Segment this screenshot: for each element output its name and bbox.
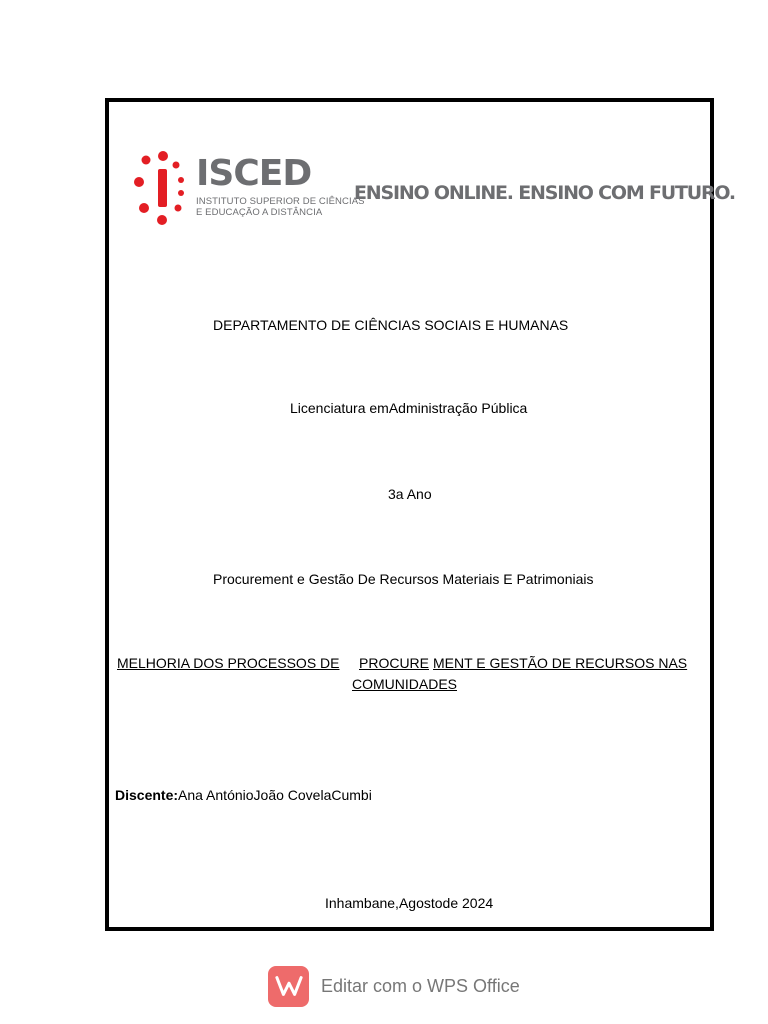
wps-edit-button[interactable] xyxy=(268,965,520,1007)
isced-logo xyxy=(130,148,735,228)
student-label: Discente: xyxy=(115,787,179,803)
subject-name: Procurement e Gestão De Recursos Materiais E Patrimoniais xyxy=(213,571,594,587)
work-title-part4: COMUNIDADES xyxy=(352,676,458,692)
course-name: Licenciatura emAdministração Pública xyxy=(290,400,528,416)
logo-subtitle-line2: E EDUCAÇÃO A DISTÂNCIA xyxy=(196,207,323,218)
logo-subtitle xyxy=(196,196,365,218)
department-heading: DEPARTAMENTO DE CIÊNCIAS SOCIAIS E HUMANAS xyxy=(213,317,569,333)
place-date: Inhambane,Agostode 2024 xyxy=(325,895,494,911)
wps-edit-label: Editar com o WPS Office xyxy=(321,975,520,996)
work-title-part2: PROCURE xyxy=(359,655,430,671)
logo-tagline: ENSINO ONLINE. ENSINO COM FUTURO. xyxy=(354,182,735,204)
student-name: Ana AntónioJoão CovelaCumbi xyxy=(178,787,372,803)
work-title-part3: MENT E GESTÃO DE RECURSOS NAS xyxy=(433,655,688,671)
student-line xyxy=(115,787,372,803)
logo-subtitle-line1: INSTITUTO SUPERIOR DE CIÊNCIAS xyxy=(196,196,365,207)
isced-dots-icon xyxy=(130,148,192,228)
work-title-part1: MELHORIA DOS PROCESSOS DE xyxy=(117,655,340,671)
wps-office-icon xyxy=(268,966,309,1007)
academic-year: 3a Ano xyxy=(388,486,432,502)
logo-name: ISCED xyxy=(196,153,312,194)
